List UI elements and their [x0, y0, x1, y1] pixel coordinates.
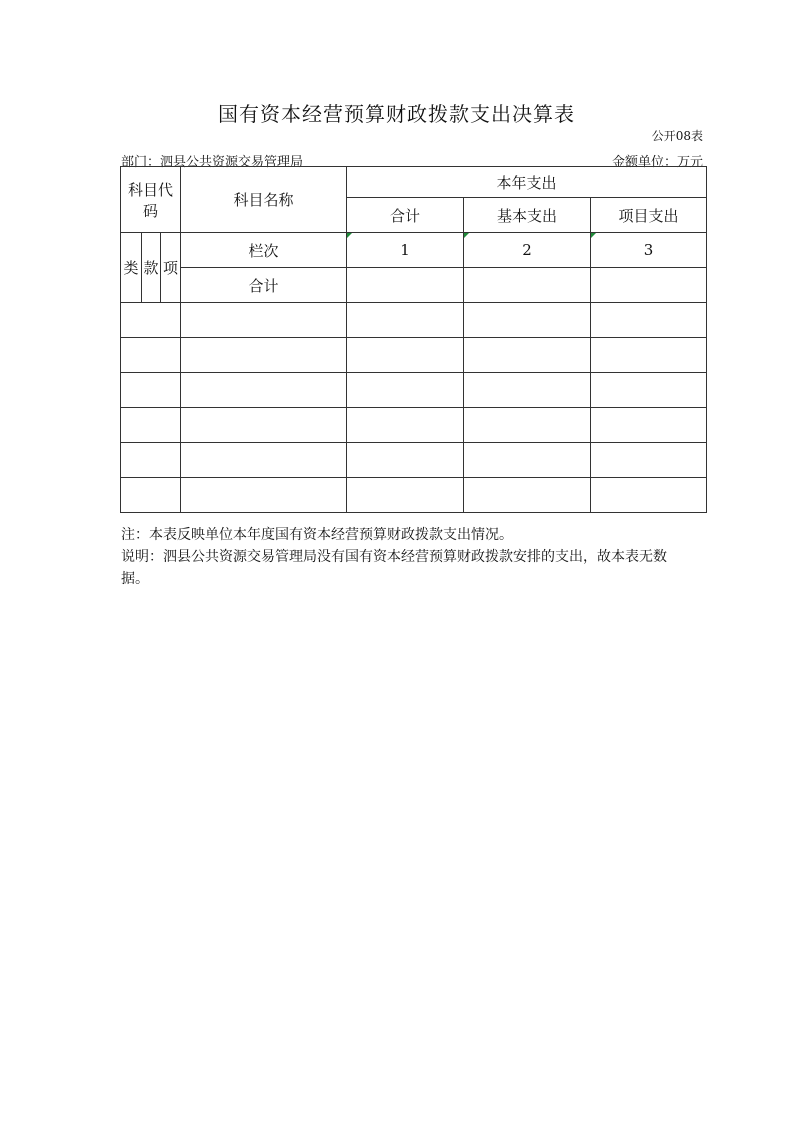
name-header: 科目名称	[181, 167, 347, 233]
spending-table	[120, 166, 707, 513]
notes	[121, 524, 681, 590]
form-number: 公开08表	[651, 129, 703, 143]
col-project-header: 项目支出	[591, 198, 707, 233]
unit-label: 金额单位：万元	[611, 155, 703, 170]
item-label: 项	[161, 233, 181, 303]
department-label: 部门：泗县公共资源交易管理局	[121, 155, 304, 170]
code-header: 科目代码	[121, 167, 181, 233]
year-spending-header: 本年支出	[347, 167, 707, 198]
col-total-header: 合计	[347, 198, 464, 233]
table-row	[121, 443, 707, 478]
section-label: 款	[142, 233, 161, 303]
index-cell-2: 2	[464, 233, 591, 268]
row-index-label: 栏次	[181, 233, 347, 268]
table-row	[121, 338, 707, 373]
class-label: 类	[121, 233, 142, 303]
col-basic-header: 基本支出	[464, 198, 591, 233]
table-row	[121, 478, 707, 513]
table-row	[121, 373, 707, 408]
total-row-label: 合计	[181, 268, 347, 303]
table-row	[121, 303, 707, 338]
explain-text: 说明：泗县公共资源交易管理局没有国有资本经营预算财政拨款安排的支出，故本表无数据。	[121, 549, 667, 587]
index-cell-1: 1	[347, 233, 464, 268]
total-cell	[464, 268, 591, 303]
note-text: 注：本表反映单位本年度国有资本经营预算财政拨款支出情况。	[121, 527, 513, 543]
index-cell-3: 3	[591, 233, 707, 268]
total-cell	[591, 268, 707, 303]
total-cell	[347, 268, 464, 303]
table-row	[121, 408, 707, 443]
page-title: 国有资本经营预算财政拨款支出决算表	[218, 102, 575, 126]
